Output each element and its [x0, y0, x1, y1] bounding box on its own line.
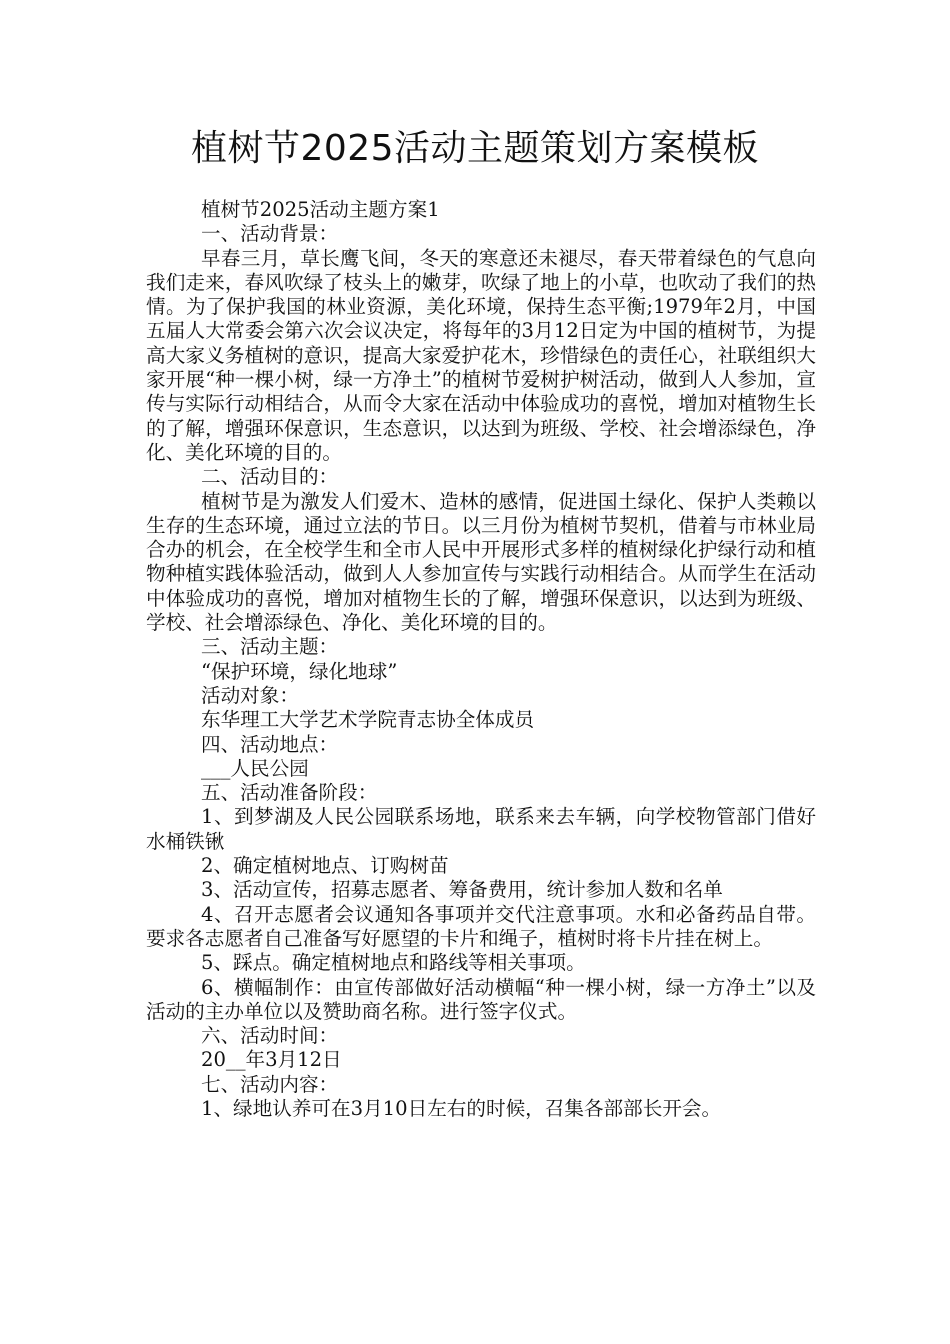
section-heading-purpose: 二、活动目的： [201, 465, 339, 489]
section-heading-background: 一、活动背景： [201, 222, 339, 246]
document-body [146, 198, 816, 1121]
preparation-item-4: 4、召开志愿者会议通知各事项并交代注意事项。水和必备药品自带。要求各志愿者自己准备写好愿望的卡片和绳子，植树时将卡片挂在树上。 [146, 902, 816, 950]
section-heading-content: 七、活动内容： [201, 1072, 339, 1096]
preparation-item-1: 1、到梦湖及人民公园联系场地，联系来去车辆，向学校物管部门借好水桶铁锹 [146, 805, 816, 853]
section-heading-preparation: 五、活动准备阶段： [201, 781, 378, 805]
theme-text: “保护环境，绿化地球” [201, 659, 398, 683]
document-title: 植树节2025活动主题策划方案模板 [190, 128, 760, 169]
location-text: ___人民公园 [201, 756, 309, 780]
audience-text: 东华理工大学艺术学院青志协全体成员 [201, 708, 535, 732]
plan-heading: 植树节2025活动主题方案1 [201, 198, 440, 221]
section-heading-theme: 三、活动主题： [201, 635, 339, 659]
preparation-item-5: 5、踩点。确定植树地点和路线等相关事项。 [201, 951, 586, 975]
content-item-1: 1、绿地认养可在3月10日左右的时候，召集各部部长开会。 [201, 1096, 722, 1120]
preparation-item-6: 6、横幅制作：由宣传部做好活动横幅“种一棵小树，绿一方净土”以及活动的主办单位以及赞助商名称。进行签字仪式。 [146, 975, 816, 1023]
section-heading-audience: 活动对象： [201, 683, 299, 707]
section-heading-location: 四、活动地点： [201, 732, 339, 756]
preparation-item-2: 2、确定植树地点、订购树苗 [201, 854, 449, 878]
preparation-item-3: 3、活动宣传，招募志愿者、筹备费用，统计参加人数和名单 [201, 878, 723, 902]
time-text: 20__年3月12日 [201, 1048, 342, 1072]
paragraph-purpose: 植树节是为激发人们爱木、造林的感情，促进国土绿化、保护人类赖以生存的生态环境，通过立法的节日。以三月份为植树节契机，借着与市林业局合办的机会，在全校学生和全市人民中开展形式多样的植树绿化护绿行动和植物种植实践体验活动，做到人人参加宣传与实践行动相结合。从而学生在活动中体验成功的喜悦，增加对植物生长的了解，增强环保意识，以达到为班级、学校、社会增添绿色、净化、美化环境的目的。 [146, 489, 816, 635]
paragraph-background: 早春三月，草长鹰飞间，冬天的寒意还未褪尽，春天带着绿色的气息向我们走来，春风吹绿了枝头上的嫩芽，吹绿了地上的小草，也吹动了我们的热情。为了保护我国的林业资源，美化环境，保持生态平衡;1979年2月，中国五届人大常委会第六次会议决定，将每年的3月12日定为中国的植树节，为提高大家义务植树的意识，提高大家爱护花木，珍惜绿色的责任心，社联组织大家开展“种一棵小树，绿一方净土”的植树节爱树护树活动，做到人人参加，宣传与实际行动相结合，从而令大家在活动中体验成功的喜悦，增加对植物生长的了解，增强环保意识，生态意识，以达到为班级、学校、社会增添绿色，净化、美化环境的目的。 [146, 246, 816, 464]
section-heading-time: 六、活动时间： [201, 1024, 339, 1048]
